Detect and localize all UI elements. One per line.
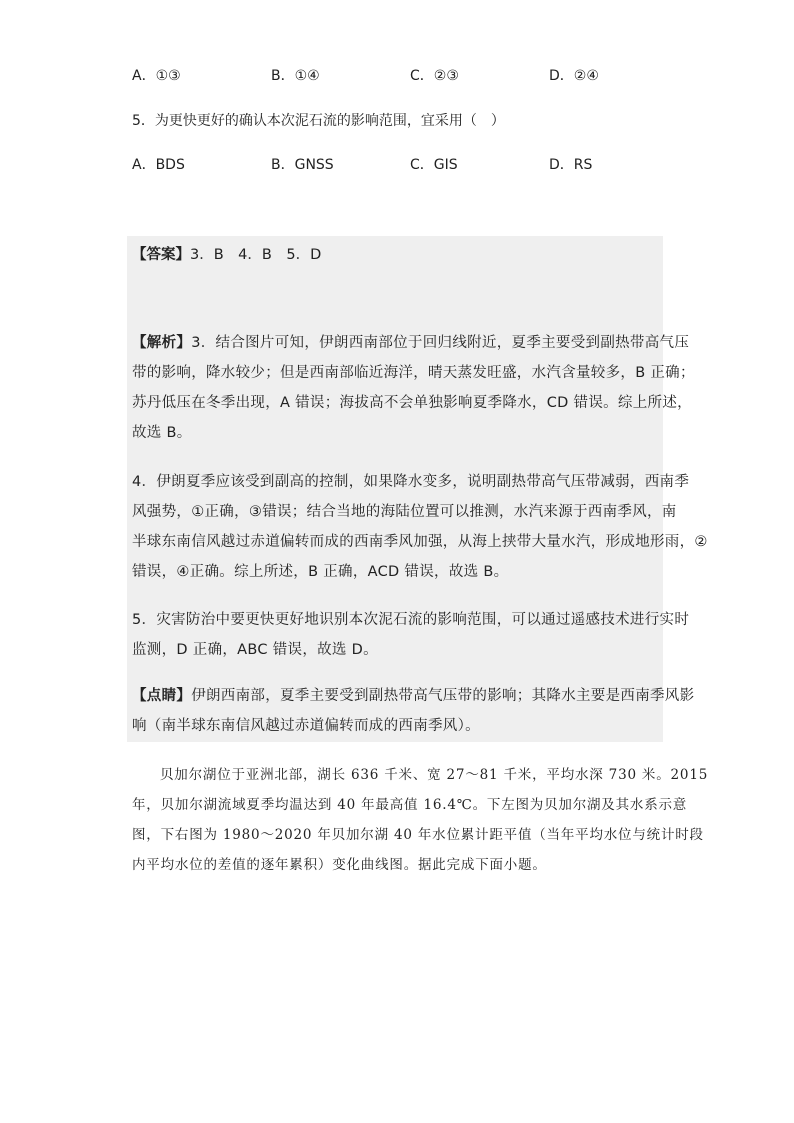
insight-line-1: 【点睛】伊朗西南部，夏季主要受到副热带高气压带的影响；其降水主要是西南季风影 (132, 688, 695, 704)
analysis-q3-line-3: 苏丹低压在冬季出现，A 错误；海拔高不会单独影响夏季降水，CD 错误。综上所述， (132, 395, 692, 411)
baikal-passage-cont (132, 790, 704, 880)
q5-option-b: B．GNSS (271, 157, 334, 173)
answer-label: 【答案】 (132, 247, 190, 263)
passage-line-1: 贝加尔湖位于亚洲北部，湖长 636 千米、宽 27～81 千米，平均水深 730 米。2015 (160, 767, 709, 783)
analysis-q4-line-2: 风强势，①正确，③错误；结合当地的海陆位置可以推测，水汽来源于西南季风，南 (132, 504, 677, 520)
insight-line-2: 响（南半球东南信风越过赤道偏转而成的西南季风）。 (132, 718, 480, 734)
analysis-q5-paragraph (132, 605, 692, 665)
analysis-q3-line-2: 带的影响，降水较少；但是西南部临近海洋，晴天蒸发旺盛，水汽含量较多，B 正确； (132, 365, 695, 381)
q5-option-d: D．RS (549, 157, 593, 173)
q4-option-a: A．①③ (132, 68, 181, 84)
q5-question-stem: 5．为更快更好的确认本次泥石流的影响范围，宜采用（ ） (132, 113, 505, 129)
analysis-q3-line-4: 故选 B。 (132, 425, 192, 441)
baikal-passage (132, 760, 709, 790)
analysis-q4-line-1: 4．伊朗夏季应该受到副高的控制，如果降水变多，说明副热带高气压带减弱，西南季 (132, 474, 690, 490)
answer-text: 3．B 4．B 5．D (190, 247, 322, 263)
passage-line-2: 年，贝加尔湖流域夏季均温达到 40 年最高值 16.4℃。下左图为贝加尔湖及其水系示意 (132, 797, 688, 813)
analysis-label: 【解析】 (132, 335, 192, 351)
analysis-q4-line-4: 错误，④正确。综上所述，B 正确，ACD 错误，故选 B。 (132, 564, 509, 580)
answer-line (132, 245, 321, 265)
insight-label: 【点睛】 (132, 688, 192, 704)
q4-option-d: D．②④ (549, 68, 599, 84)
passage-line-4: 内平均水位的差值的逐年累积）变化曲线图。据此完成下面小题。 (132, 857, 547, 873)
analysis-q4-line-3: 半球东南信风越过赤道偏转而成的西南季风加强，从海上挟带大量水汽，形成地形雨，② (132, 534, 708, 550)
analysis-q5-line-2: 监测，D 正确，ABC 错误，故选 D。 (132, 642, 378, 658)
q5-option-a: A．BDS (132, 157, 185, 173)
q5-option-c: C．GIS (410, 157, 458, 173)
insight-paragraph (132, 681, 695, 741)
analysis-q3-paragraph (132, 328, 695, 448)
analysis-q4-paragraph (132, 467, 708, 587)
q4-option-b: B．①④ (271, 68, 320, 84)
q4-option-c: C．②③ (410, 68, 459, 84)
analysis-q3-line-1: 【解析】3．结合图片可知，伊朗西南部位于回归线附近，夏季主要受到副热带高气压 (132, 335, 690, 351)
analysis-q5-line-1: 5．灾害防治中要更快更好地识别本次泥石流的影响范围，可以通过遥感技术进行实时 (132, 612, 690, 628)
passage-line-3: 图，下右图为 1980～2020 年贝加尔湖 40 年水位累计距平值（当年平均水位与统计时段 (132, 827, 704, 843)
